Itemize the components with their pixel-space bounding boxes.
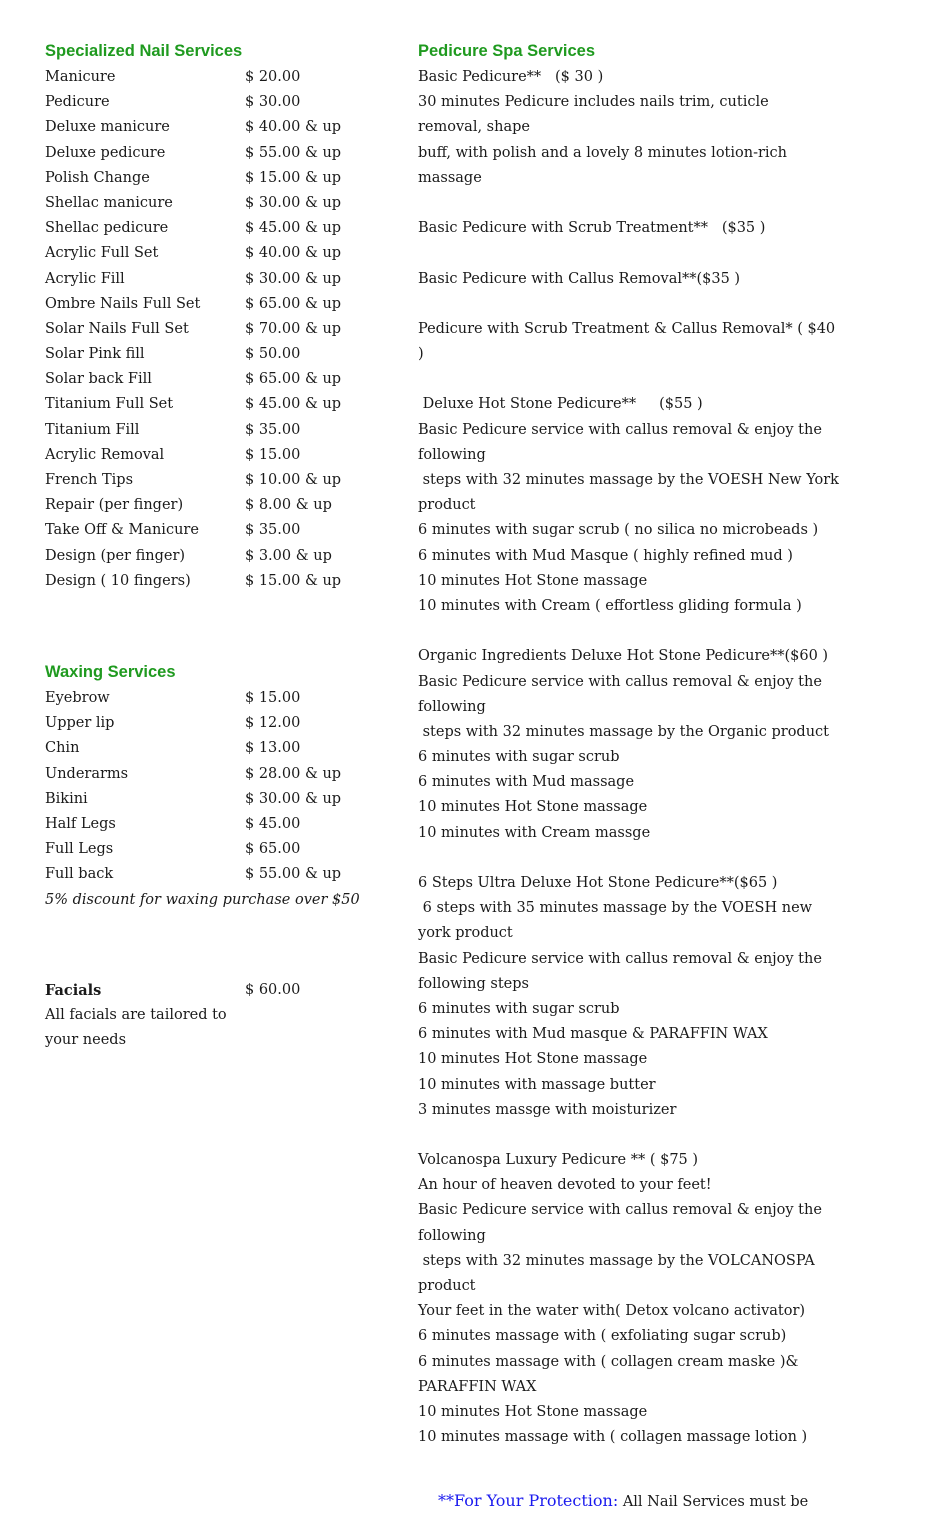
service-row xyxy=(45,837,360,862)
service-name: Manicure xyxy=(45,69,116,85)
service-price: $ 35.00 xyxy=(245,522,301,539)
service-name: Full back xyxy=(45,866,114,883)
service-name: Acrylic Full Set xyxy=(45,245,159,262)
pedicure-text-line: 6 minutes with Mud masque & PARAFFIN WAX xyxy=(418,1026,768,1043)
pedicure-text-line: removal, shape xyxy=(418,119,530,136)
service-name: Shellac pedicure xyxy=(45,220,169,237)
service-price: $ 30.00 & up xyxy=(245,270,342,287)
pedicure-text-line: Volcanospa Luxury Pedicure ** ( $75 ) xyxy=(418,1152,699,1169)
facials-row xyxy=(45,978,301,1003)
service-row xyxy=(45,812,360,837)
service-row xyxy=(45,90,301,115)
service-price: $ 30.00 & up xyxy=(245,194,342,211)
pedicure-text-line: product xyxy=(418,1278,476,1294)
pedicure-text-line: following xyxy=(418,698,486,715)
service-name: French Tips xyxy=(45,472,134,488)
service-row xyxy=(45,367,342,392)
service-name: Ombre Nails Full Set xyxy=(45,295,201,312)
service-price: $ 65.00 & up xyxy=(245,371,342,388)
service-price: $ 45.00 & up xyxy=(245,220,342,237)
service-row xyxy=(45,569,342,594)
pedicure-text-line: 3 minutes massge with moisturizer xyxy=(418,1101,677,1118)
pedicure-text-line: steps with 32 minutes massage by the Organic product xyxy=(418,723,829,740)
protection-text: All Nail Services must be xyxy=(618,1494,809,1510)
waxing-discount-note: 5% discount for waxing purchase over $50 xyxy=(45,891,360,908)
pedicure-text-line xyxy=(418,241,839,266)
service-row xyxy=(45,787,360,812)
pedicure-services-title: Pedicure Spa Services xyxy=(418,42,596,60)
pedicure-text-line: Deluxe Hot Stone Pedicure** ($55 ) xyxy=(418,396,703,413)
facials-desc-line: All facials are tailored to xyxy=(45,1007,227,1024)
service-price: $ 45.00 xyxy=(245,815,301,832)
pedicure-text-line xyxy=(418,619,839,644)
service-name: Take Off & Manicure xyxy=(45,522,199,539)
service-name: Underarms xyxy=(45,765,129,782)
pedicure-text-line: PARAFFIN WAX xyxy=(418,1378,537,1395)
service-price: $ 10.00 & up xyxy=(245,472,342,488)
service-row xyxy=(45,493,332,518)
service-price: $ 55.00 & up xyxy=(245,866,342,883)
facials-section xyxy=(45,978,301,1054)
service-price: $ 3.00 & up xyxy=(245,547,332,564)
service-name: Upper lip xyxy=(45,715,115,732)
service-name: Acrylic Fill xyxy=(45,270,125,287)
service-price: $ 15.00 & up xyxy=(245,572,342,589)
service-row xyxy=(45,686,360,711)
service-row xyxy=(45,216,342,241)
service-row xyxy=(45,862,360,887)
pedicure-text-line: 10 minutes massage with ( collagen massage lotion ) xyxy=(418,1429,808,1446)
pedicure-text-line: 6 minutes with Mud Masque ( highly refined mud ) xyxy=(418,547,793,564)
pedicure-text-line: 6 minutes with sugar scrub xyxy=(418,1000,620,1017)
pedicure-text-line: steps with 32 minutes massage by the VOESH New York xyxy=(418,472,839,488)
service-name: Solar Nails Full Set xyxy=(45,320,189,337)
pedicure-text-line: Basic Pedicure service with callus removal & enjoy the xyxy=(418,421,822,438)
pedicure-text-line: steps with 32 minutes massage by the VOLCANOSPA xyxy=(418,1252,815,1269)
service-price: $ 15.00 xyxy=(245,446,301,463)
service-row xyxy=(45,418,301,443)
pedicure-text-line: Basic Pedicure** ($ 30 ) xyxy=(418,69,604,85)
service-price: $ 70.00 & up xyxy=(245,320,342,337)
pedicure-text-line: 6 minutes with sugar scrub ( no silica no microbeads ) xyxy=(418,522,819,539)
pedicure-text-line: Basic Pedicure with Callus Removal**($35 ) xyxy=(418,270,741,287)
service-name: Deluxe pedicure xyxy=(45,144,166,161)
service-name: Full Legs xyxy=(45,841,114,858)
pedicure-text-line: following xyxy=(418,446,486,463)
service-price: $ 50.00 xyxy=(245,346,301,363)
pedicure-text-line: Basic Pedicure service with callus removal & enjoy the xyxy=(418,1202,822,1219)
pedicure-text-line: following steps xyxy=(418,975,529,992)
pedicure-text-line: 6 Steps Ultra Deluxe Hot Stone Pedicure**($65 ) xyxy=(418,875,778,891)
service-price: $ 15.00 xyxy=(245,690,301,706)
pedicure-text-line: Pedicure with Scrub Treatment & Callus Removal* ( $40 xyxy=(418,320,836,337)
pedicure-text-line: 10 minutes with massage butter xyxy=(418,1076,656,1093)
pedicure-text-line: Basic Pedicure service with callus removal & enjoy the xyxy=(418,673,822,690)
service-name: Half Legs xyxy=(45,815,116,832)
service-row xyxy=(45,317,342,342)
service-row xyxy=(45,241,342,266)
service-price: $ 65.00 & up xyxy=(245,295,342,312)
service-row xyxy=(45,443,301,468)
pedicure-text-line: Organic Ingredients Deluxe Hot Stone Pedicure**($60 ) xyxy=(418,648,829,665)
service-name: Solar back Fill xyxy=(45,371,152,388)
nail-services-title: Specialized Nail Services xyxy=(45,42,243,60)
protection-notice xyxy=(438,1488,808,1515)
service-name: Deluxe manicure xyxy=(45,119,170,136)
service-price: $ 55.00 & up xyxy=(245,144,342,161)
service-row xyxy=(45,342,301,367)
pedicure-text-line xyxy=(418,191,839,216)
service-price: $ 40.00 & up xyxy=(245,119,342,136)
service-name: Titanium Full Set xyxy=(45,396,174,413)
service-price: $ 20.00 xyxy=(245,69,301,85)
service-row xyxy=(45,762,360,787)
pedicure-text-line: following xyxy=(418,1227,486,1244)
service-name: Design (per finger) xyxy=(45,547,186,564)
service-row xyxy=(45,191,342,216)
service-price: $ 35.00 xyxy=(245,421,301,438)
pedicure-text-line xyxy=(418,292,839,317)
service-price: $ 15.00 & up xyxy=(245,169,342,186)
service-row xyxy=(45,166,342,191)
service-price: $ 30.00 xyxy=(245,94,301,111)
service-name: Titanium Fill xyxy=(45,421,140,438)
pedicure-text-line: 6 minutes with sugar scrub xyxy=(418,749,620,766)
service-row xyxy=(45,267,342,292)
pedicure-text-line: 6 minutes massage with ( collagen cream maske )& xyxy=(418,1353,799,1370)
pedicure-text-line: 6 minutes massage with ( exfoliating sugar scrub) xyxy=(418,1328,787,1345)
service-name: Chin xyxy=(45,740,80,757)
service-price: $ 28.00 & up xyxy=(245,765,342,782)
service-price: $ 8.00 & up xyxy=(245,497,332,514)
service-price: $ 45.00 & up xyxy=(245,396,342,413)
pedicure-text-line xyxy=(418,1123,839,1148)
service-name: Polish Change xyxy=(45,169,150,186)
protection-label: **For Your Protection: xyxy=(438,1491,619,1510)
pedicure-text-line: An hour of heaven devoted to your feet! xyxy=(418,1177,712,1194)
pedicure-text-line: 10 minutes Hot Stone massage xyxy=(418,1403,648,1420)
pedicure-text-line: product xyxy=(418,497,476,514)
service-row xyxy=(45,392,342,417)
pedicure-services-text xyxy=(418,65,839,1450)
service-row xyxy=(45,711,360,736)
service-price: $ 40.00 & up xyxy=(245,245,342,262)
service-name: Acrylic Removal xyxy=(45,446,165,463)
pedicure-text-line: 6 steps with 35 minutes massage by the VOESH new xyxy=(418,900,813,917)
pedicure-text-line: 10 minutes Hot Stone massage xyxy=(418,572,648,589)
pedicure-text-line: 30 minutes Pedicure includes nails trim, cuticle xyxy=(418,94,769,111)
service-row xyxy=(45,65,301,90)
service-name: Bikini xyxy=(45,790,88,807)
service-price: $ 65.00 xyxy=(245,841,301,858)
pedicure-text-line: york product xyxy=(418,925,513,942)
service-row xyxy=(45,292,342,317)
waxing-services-list xyxy=(45,686,360,913)
service-name: Pedicure xyxy=(45,94,110,111)
pedicure-text-line: 6 minutes with Mud massage xyxy=(418,774,635,791)
service-name: Eyebrow xyxy=(45,690,110,706)
nail-services-list xyxy=(45,65,342,594)
pedicure-text-line xyxy=(418,846,839,871)
service-row xyxy=(45,736,360,761)
service-row xyxy=(45,141,342,166)
service-price: $ 12.00 xyxy=(245,715,301,732)
facials-price: $ 60.00 xyxy=(245,982,301,998)
pedicure-text-line: massage xyxy=(418,169,482,186)
facials-name: Facials xyxy=(45,982,102,999)
service-name: Design ( 10 fingers) xyxy=(45,572,191,589)
pedicure-text-line: 10 minutes with Cream ( effortless gliding formula ) xyxy=(418,597,802,614)
pedicure-text-line: Basic Pedicure with Scrub Treatment** ($35 ) xyxy=(418,220,766,237)
pedicure-text-line: 10 minutes Hot Stone massage xyxy=(418,1051,648,1068)
pedicure-text-line: Your feet in the water with( Detox volcano activator) xyxy=(418,1303,806,1320)
service-row xyxy=(45,115,342,140)
waxing-services-title: Waxing Services xyxy=(45,663,176,681)
service-price: $ 13.00 xyxy=(245,740,301,757)
service-price: $ 30.00 & up xyxy=(245,790,342,807)
pedicure-text-line: buff, with polish and a lovely 8 minutes lotion-rich xyxy=(418,144,788,161)
service-row xyxy=(45,468,342,493)
pedicure-text-line xyxy=(418,367,839,392)
service-name: Solar Pink fill xyxy=(45,346,145,363)
pedicure-text-line: Basic Pedicure service with callus removal & enjoy the xyxy=(418,950,822,967)
facials-desc-line: your needs xyxy=(45,1032,127,1049)
pedicure-text-line: 10 minutes with Cream massge xyxy=(418,824,651,841)
service-row xyxy=(45,518,301,543)
service-name: Shellac manicure xyxy=(45,194,173,211)
pedicure-text-line: ) xyxy=(418,346,424,363)
pedicure-text-line: 10 minutes Hot Stone massage xyxy=(418,799,648,816)
service-name: Repair (per finger) xyxy=(45,497,184,514)
service-row xyxy=(45,544,332,569)
